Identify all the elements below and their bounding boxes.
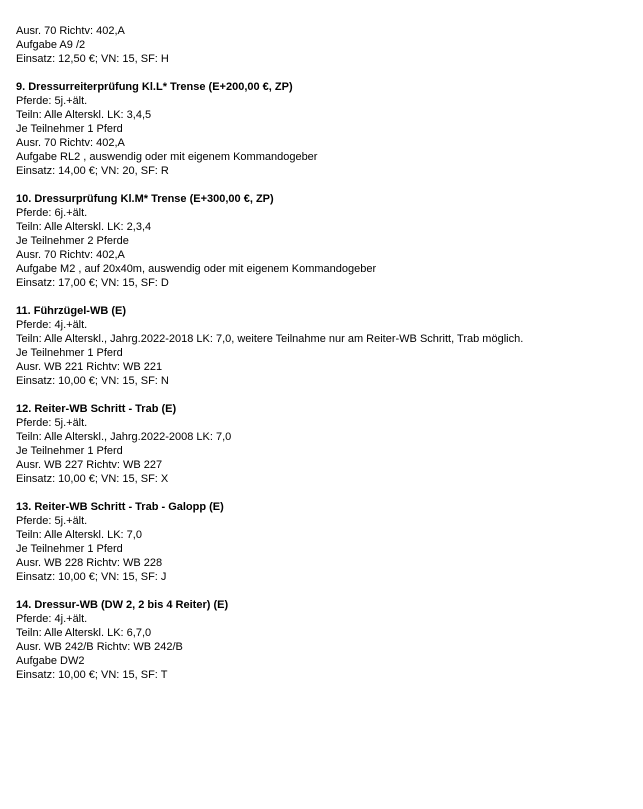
section-line: Aufgabe RL2 , auswendig oder mit eigenem Kommandogeber	[16, 151, 318, 163]
section-title: 9. Dressurreiterprüfung Kl.L* Trense (E+200,00 €, ZP)	[16, 81, 293, 93]
section-line: Einsatz: 10,00 €; VN: 15, SF: J	[16, 571, 167, 583]
section-line: Einsatz: 17,00 €; VN: 15, SF: D	[16, 277, 169, 289]
intro-block	[16, 24, 631, 66]
section-title: 10. Dressurprüfung Kl.M* Trense (E+300,00 €, ZP)	[16, 193, 274, 205]
intro-line: Aufgabe A9 /2	[16, 39, 86, 51]
section-10	[16, 192, 631, 290]
section-line: Pferde: 6j.+ält.	[16, 207, 88, 219]
document-page	[16, 24, 631, 696]
section-line: Ausr. WB 221 Richtv: WB 221	[16, 361, 163, 373]
section-line: Teiln: Alle Alterskl., Jahrg.2022-2008 LK: 7,0	[16, 431, 232, 443]
section-line: Pferde: 5j.+ält.	[16, 515, 88, 527]
section-line: Einsatz: 10,00 €; VN: 15, SF: X	[16, 473, 169, 485]
section-line: Aufgabe DW2	[16, 655, 85, 667]
section-title: 12. Reiter-WB Schritt - Trab (E)	[16, 403, 177, 415]
section-line: Ausr. WB 228 Richtv: WB 228	[16, 557, 163, 569]
section-line: Je Teilnehmer 2 Pferde	[16, 235, 129, 247]
section-line: Je Teilnehmer 1 Pferd	[16, 543, 123, 555]
section-line: Aufgabe M2 , auf 20x40m, auswendig oder mit eigenem Kommandogeber	[16, 263, 377, 275]
section-9	[16, 80, 631, 178]
section-line: Einsatz: 10,00 €; VN: 15, SF: N	[16, 375, 169, 387]
section-title: 14. Dressur-WB (DW 2, 2 bis 4 Reiter) (E)	[16, 599, 229, 611]
intro-line: Ausr. 70 Richtv: 402,A	[16, 25, 125, 37]
section-line: Teiln: Alle Alterskl. LK: 7,0	[16, 529, 142, 541]
section-line: Einsatz: 14,00 €; VN: 20, SF: R	[16, 165, 169, 177]
section-13	[16, 500, 631, 584]
section-line: Teiln: Alle Alterskl., Jahrg.2022-2018 LK: 7,0, weitere Teilnahme nur am Reiter-WB Schritt, Trab möglich.	[16, 333, 524, 345]
section-title: 11. Führzügel-WB (E)	[16, 305, 126, 317]
section-line: Pferde: 5j.+ält.	[16, 95, 88, 107]
section-line: Ausr. WB 242/B Richtv: WB 242/B	[16, 641, 183, 653]
section-12	[16, 402, 631, 486]
section-line: Pferde: 4j.+ält.	[16, 319, 88, 331]
section-line: Teiln: Alle Alterskl. LK: 3,4,5	[16, 109, 152, 121]
section-11	[16, 304, 631, 388]
section-line: Ausr. WB 227 Richtv: WB 227	[16, 459, 163, 471]
section-line: Ausr. 70 Richtv: 402,A	[16, 249, 125, 261]
section-line: Je Teilnehmer 1 Pferd	[16, 347, 123, 359]
section-line: Pferde: 4j.+ält.	[16, 613, 88, 625]
section-line: Einsatz: 10,00 €; VN: 15, SF: T	[16, 669, 168, 681]
section-line: Je Teilnehmer 1 Pferd	[16, 445, 123, 457]
intro-line: Einsatz: 12,50 €; VN: 15, SF: H	[16, 53, 169, 65]
section-line: Je Teilnehmer 1 Pferd	[16, 123, 123, 135]
section-14	[16, 598, 631, 682]
section-title: 13. Reiter-WB Schritt - Trab - Galopp (E)	[16, 501, 224, 513]
section-line: Teiln: Alle Alterskl. LK: 6,7,0	[16, 627, 152, 639]
section-line: Teiln: Alle Alterskl. LK: 2,3,4	[16, 221, 152, 233]
section-line: Ausr. 70 Richtv: 402,A	[16, 137, 125, 149]
section-line: Pferde: 5j.+ält.	[16, 417, 88, 429]
